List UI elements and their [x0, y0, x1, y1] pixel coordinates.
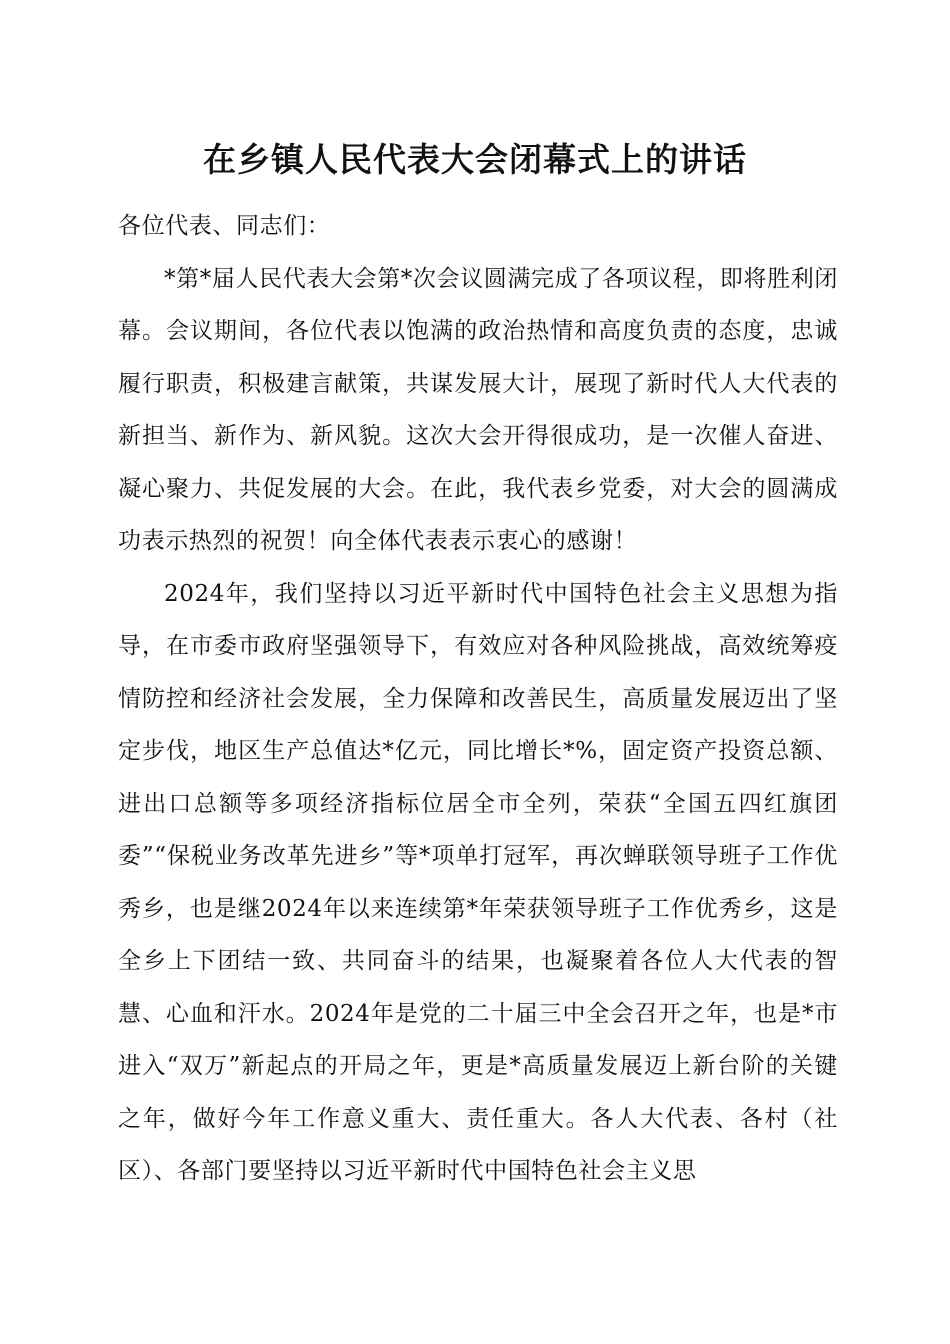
- paragraph-achievements: 2024年，我们坚持以习近平新时代中国特色社会主义思想为指导，在市委市政府坚强领导下，有效应对各种风险挑战，高效统筹疫情防控和经济社会发展，全力保障和改善民生，高质量发展迈出了坚定步伐，地区生产总值达*亿元，同比增长*%，固定资产投资总额、进出口总额等多项经济指标位居全市全列，荣获“全国五四红旗团委”“保税业务改革先进乡”等*项单打冠军，再次蝉联领导班子工作优秀乡，也是继2024年以来连续第*年荣获领导班子工作优秀乡，这是全乡上下团结一致、共同奋斗的结果，也凝聚着各位人大代表的智慧、心血和汗水。2024年是党的二十届三中全会召开之年，也是*市进入“双万”新起点的开局之年，更是*高质量发展迈上新台阶的关键之年，做好今年工作意义重大、责任重大。各人大代表、各村（社区）、各部门要坚持以习近平新时代中国特色社会主义思: [118, 580, 838, 1184]
- salutation: 各位代表、同志们：: [118, 213, 331, 239]
- paragraph-opening: *第*届人民代表大会第*次会议圆满完成了各项议程，即将胜利闭幕。会议期间，各位代表以饱满的政治热情和高度负责的态度，忠诚履行职责，积极建言献策，共谋发展大计，展现了新时代人大代表的新担当、新作为、新风貌。这次大会开得很成功，是一次催人奋进、凝心聚力、共促发展的大会。在此，我代表乡党委，对大会的圆满成功表示热烈的祝贺！向全体代表表示衷心的感谢！: [118, 265, 838, 554]
- document-body: [118, 200, 838, 1198]
- document-title: 在乡镇人民代表大会闭幕式上的讲话: [203, 140, 747, 179]
